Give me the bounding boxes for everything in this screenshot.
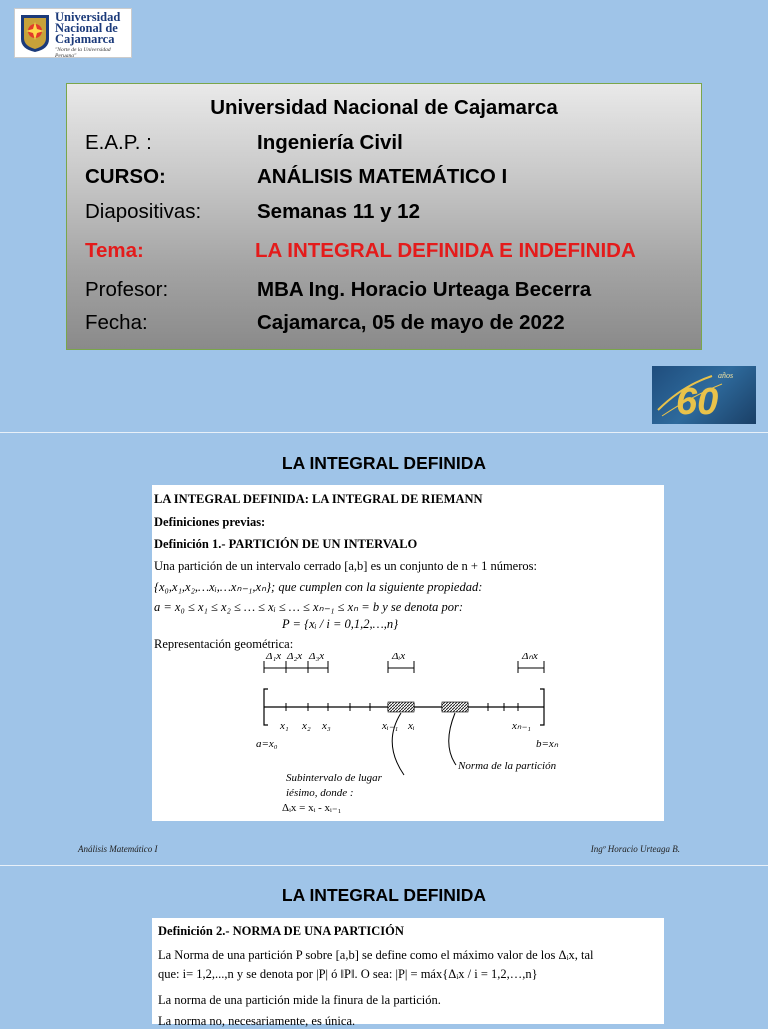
paragraph-line-3: a = x₀ ≤ x₁ ≤ x₂ ≤ … ≤ xᵢ ≤ … ≤ xₙ₋₁ ≤ xₙ = b y se denota por: <box>154 600 464 614</box>
sixty-years-icon <box>652 366 756 424</box>
partition-diagram <box>152 653 664 821</box>
row-fecha-value: Cajamarca, 05 de mayo de 2022 <box>257 311 565 334</box>
definitions-label: Definiciones previas: <box>154 515 266 529</box>
row-tema-value: LA INTEGRAL DEFINIDA E INDEFINIDA <box>255 239 636 262</box>
definition-1-title: Definición 1.- PARTICIÓN DE UN INTERVALO <box>154 537 418 551</box>
norm-paragraph-3: La norma de una partición mide la finura de la partición. <box>158 993 441 1007</box>
x-label-i: xᵢ <box>408 720 415 732</box>
x-label-1: x₁ <box>280 720 289 732</box>
row-tema-label: Tema: <box>85 239 144 262</box>
x-label-3: x₃ <box>322 720 331 732</box>
x-label-n-1: xₙ₋₁ <box>512 720 531 732</box>
row-eap-value: Ingeniería Civil <box>257 131 403 154</box>
delta-label-1: Δ₁x <box>266 653 282 662</box>
paragraph-line-1: Una partición de un intervalo cerrado [a,b] es un conjunto de n + 1 números: <box>154 559 537 573</box>
partition-formula: P = {xᵢ / i = 0,1,2,…,n} <box>282 617 399 631</box>
x-label-2: x₂ <box>302 720 311 732</box>
footer-right: Ingº Horacio Urteaga B. <box>590 844 680 854</box>
university-name: Universidad Nacional de Cajamarca <box>210 96 558 119</box>
subinterval-line-2: iésimo, donde : <box>286 787 354 799</box>
content-image-2 <box>152 918 664 1028</box>
logo-motto: "Norte de la Universidad Peruana" <box>55 47 111 59</box>
slide3-title: LA INTEGRAL DEFINIDA <box>281 885 487 905</box>
norm-paragraph-1: La Norma de una partición P sobre [a,b] se define como el máximo valor de los Δᵢx, tal <box>158 948 594 962</box>
logo-text <box>55 12 120 45</box>
definition-2-title: Definición 2.- NORMA DE UNA PARTICIÓN <box>158 924 404 938</box>
row-diapositivas-label: Diapositivas: <box>85 200 202 223</box>
row-diapositivas-value: Semanas 11 y 12 <box>257 200 420 223</box>
delta-label-3: Δ₃x <box>309 653 325 662</box>
norm-label: Norma de la partición <box>458 760 557 772</box>
content-image <box>152 485 664 821</box>
title-slide <box>0 0 768 432</box>
b-label: b=xₙ <box>536 738 559 750</box>
a-label: a=x₀ <box>256 738 278 750</box>
norm-paragraph-2: que: i= 1,2,...,n y se denota por |P| ó ‖P‖. O sea: |P| = máx{Δᵢx / i = 1,2,…,n} <box>158 967 538 981</box>
row-fecha-label: Fecha: <box>85 311 148 334</box>
subinterval-formula: Δᵢx = xᵢ - xᵢ₋₁ <box>282 802 342 814</box>
delta-label-i: Δᵢx <box>392 653 406 662</box>
footer-left: Análisis Matemático I <box>78 844 158 854</box>
paragraph-line-2: {x₀,x₁,x₂,…xᵢ,…xₙ₋₁,xₙ}; que cumplen con la siguiente propiedad: <box>154 580 483 594</box>
anniversary-badge <box>652 366 756 424</box>
row-curso-label: CURSO: <box>85 165 166 188</box>
logo-line-3: Cajamarca <box>55 32 115 46</box>
content-heading: LA INTEGRAL DEFINIDA: LA INTEGRAL DE RIEMANN <box>154 492 483 506</box>
badge-small-text: años <box>718 371 734 380</box>
norm-paragraph-4: La norma no, necesariamente, es única. <box>158 1014 356 1028</box>
badge-number: 60 <box>676 381 719 423</box>
university-logo <box>14 8 132 58</box>
slide-integral-definida <box>0 433 768 865</box>
slide-norma-particion <box>0 866 768 1028</box>
row-profesor-value: MBA Ing. Horacio Urteaga Becerra <box>257 278 592 301</box>
logo-line-1: Universidad <box>55 10 121 24</box>
title-box <box>66 83 702 350</box>
subinterval-line-1: Subintervalo de lugar <box>286 772 382 784</box>
logo-line-2: Nacional de <box>55 21 118 35</box>
row-eap-label: E.A.P. : <box>85 131 152 154</box>
geometric-label: Representación geométrica: <box>154 637 294 651</box>
university-seal-icon <box>19 13 51 53</box>
slide2-title: LA INTEGRAL DEFINIDA <box>281 453 487 473</box>
row-curso-value: ANÁLISIS MATEMÁTICO I <box>257 165 508 188</box>
delta-label-n: Δₙx <box>522 653 538 662</box>
delta-label-2: Δ₂x <box>287 653 303 662</box>
x-label-i-1: xᵢ₋₁ <box>382 720 399 732</box>
row-profesor-label: Profesor: <box>85 278 169 301</box>
